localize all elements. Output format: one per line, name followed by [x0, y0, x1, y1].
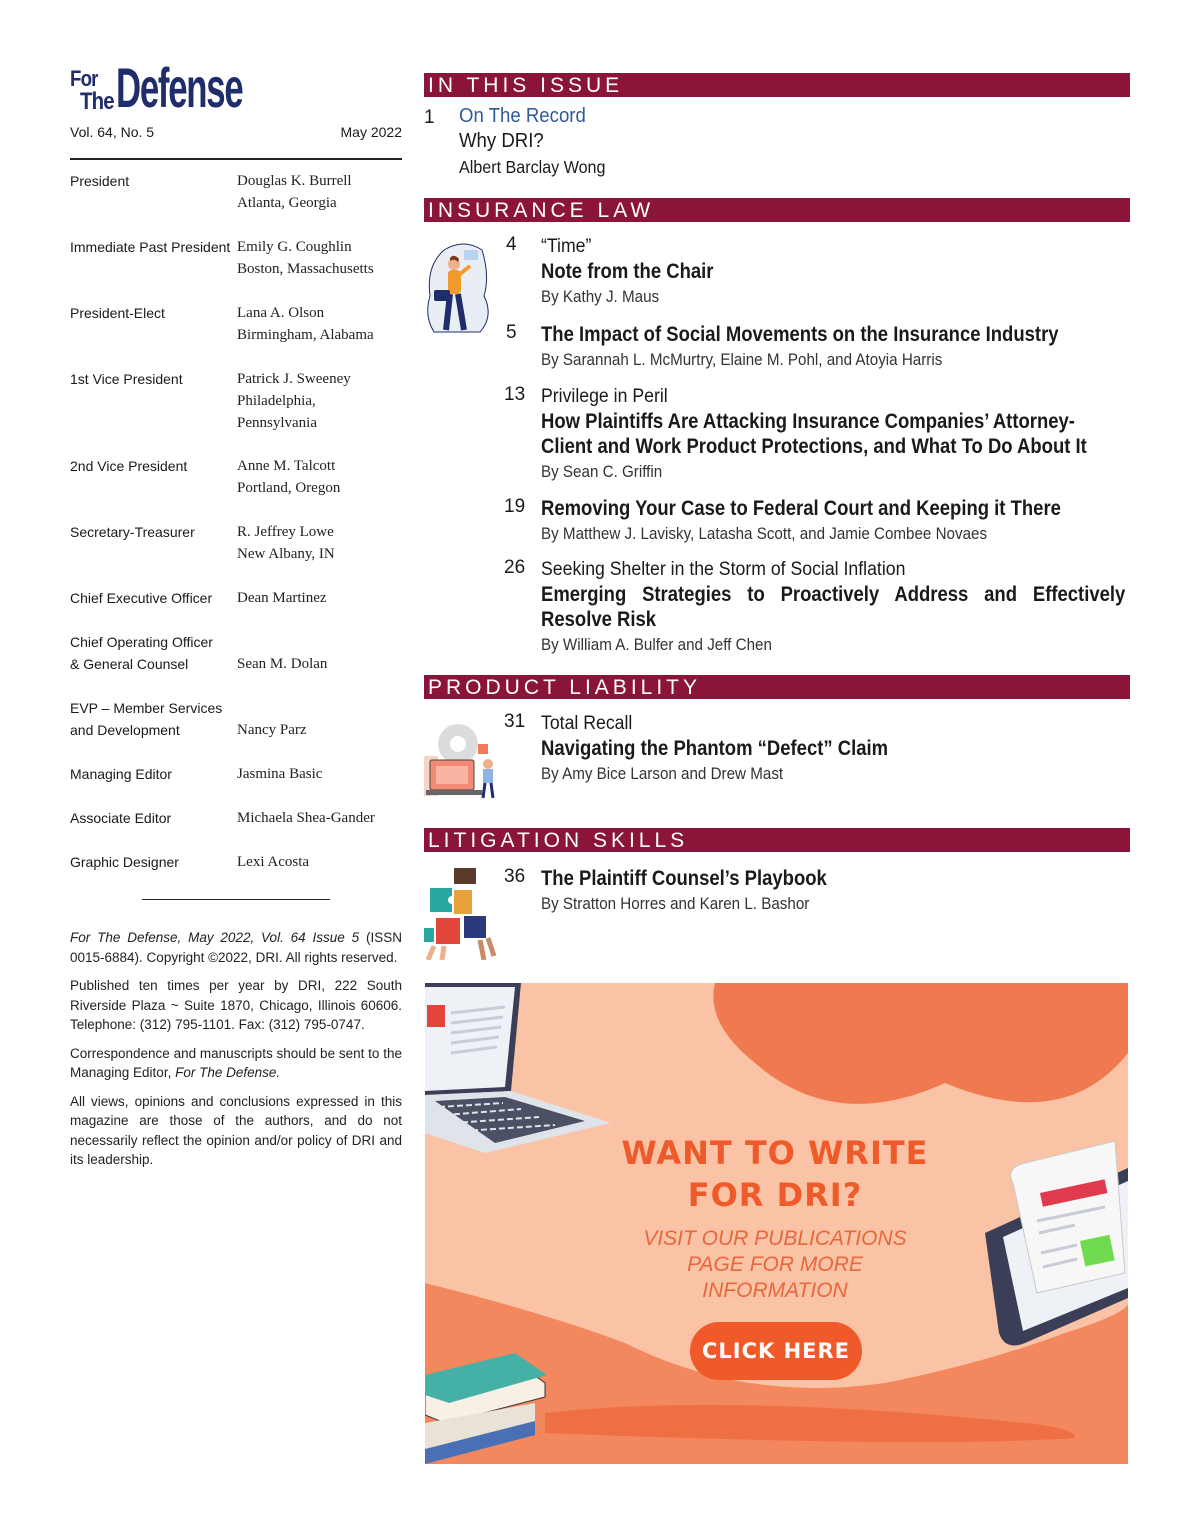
officer-title: Graphic Designer	[70, 854, 179, 870]
entry-byline: By Amy Bice Larson and Drew Mast	[541, 765, 784, 783]
officer-location: Boston, Massachusetts	[237, 261, 374, 277]
officer-title: Immediate Past President	[70, 239, 231, 255]
officer-title: Managing Editor	[70, 766, 172, 782]
section-header-insurance-law: INSURANCE LAW	[424, 198, 1130, 222]
entry-text	[541, 711, 1130, 787]
entry-text	[541, 496, 1130, 547]
entry-headline: Removing Your Case to Federal Court and Keeping it There	[541, 497, 1061, 520]
officer-title: President	[70, 173, 130, 189]
section-header-in-this-issue: IN THIS ISSUE	[424, 73, 1130, 97]
page-number: 36	[504, 866, 526, 887]
entry-text	[459, 104, 1059, 180]
officer-title-line2: & General Counsel	[70, 656, 189, 672]
officer-title: Chief Executive Officer	[70, 590, 213, 606]
officer-row	[70, 697, 402, 763]
officer-name: Lexi Acosta	[237, 854, 310, 870]
officer-row	[70, 587, 402, 631]
officer-name: Michaela Shea-Gander	[237, 810, 375, 826]
ad-subtext-line2: PAGE FOR MORE	[687, 1253, 863, 1276]
entry-text	[541, 322, 1130, 373]
entry-byline: By Kathy J. Maus	[541, 288, 660, 306]
ad-subtext: VISIT OUR PUBLICATIONS	[643, 1227, 907, 1250]
entry-text	[541, 557, 1130, 658]
publisher-paragraph: Published ten times per year by DRI, 222 South Riverside Plaza ~ Suite 1870, Chicago, Illinois 60606. Telephone: (312) 795-1101. Fax: (312) 795-0747.	[70, 978, 402, 1032]
officer-location: Atlanta, Georgia	[237, 195, 337, 211]
volume-row	[70, 124, 402, 140]
volume-number: Vol. 64, No. 5	[70, 124, 155, 140]
officer-row	[70, 170, 402, 236]
laptop-gear-illustration	[424, 722, 498, 802]
entry-kicker: Total Recall	[541, 713, 633, 734]
logo-for: For	[70, 66, 98, 91]
officer-name: R. Jeffrey Lowe	[237, 524, 334, 540]
officer-name: Douglas K. Burrell	[237, 173, 352, 189]
officer-title: 2nd Vice President	[70, 458, 188, 474]
entry-byline: By Sarannah L. McMurtry, Elaine M. Pohl, and Atoyia Harris	[541, 351, 943, 369]
officer-row	[70, 521, 402, 587]
entry-byline: By Matthew J. Lavisky, Latasha Scott, and Jamie Combee Novaes	[541, 525, 988, 543]
officer-name: Dean Martinez	[237, 590, 327, 606]
copyright-paragraph	[70, 928, 402, 967]
masthead	[70, 56, 402, 1179]
disclaimer-paragraph: All views, opinions and conclusions expressed in this magazine are those of the authors, and do not necessarily reflect the opinion and/or policy of DRI and its leadership.	[70, 1093, 402, 1167]
officer-row	[70, 631, 402, 697]
officer-list	[70, 170, 402, 873]
correspondence-paragraph	[70, 1044, 402, 1083]
entry-headline: Emerging Strategies to Proactively Address and Effectively	[541, 583, 1126, 606]
officer-title: Chief Operating Officer	[70, 634, 213, 650]
officer-row	[70, 302, 402, 368]
click-here-button[interactable]: CLICK HERE	[690, 1322, 862, 1380]
page-number: 26	[504, 557, 526, 578]
masthead-divider	[70, 158, 402, 160]
officer-title-block	[70, 697, 237, 763]
entry-byline: By Stratton Horres and Karen L. Bashor	[541, 895, 810, 913]
copyright-text: (ISSN 0015-6884). Copyright ©2022, DRI. All rights reserved.	[70, 930, 402, 965]
publication-name: For The Defense.	[175, 1065, 281, 1080]
correspondence-text: Correspondence and manuscripts should be sent to the Managing Editor,	[70, 1045, 402, 1080]
officer-row	[70, 807, 402, 851]
officer-name: Nancy Parz	[237, 722, 307, 738]
officer-row	[70, 236, 402, 302]
entry-kicker: Privilege in Peril	[541, 386, 668, 407]
officer-title: President-Elect	[70, 305, 165, 321]
kicker-link[interactable]: On The Record	[459, 105, 586, 127]
businessman-illustration	[424, 236, 496, 334]
entry-headline: Navigating the Phantom “Defect” Claim	[541, 737, 889, 760]
officer-title-block	[70, 631, 237, 697]
ad-background-art	[425, 983, 1128, 1464]
page-number: 4	[506, 234, 517, 255]
officer-location: Pennsylvania	[237, 415, 317, 431]
officer-row	[70, 455, 402, 521]
entry-kicker: Seeking Shelter in the Storm of Social Inflation	[541, 559, 906, 580]
officer-row	[70, 763, 402, 807]
entry-title: Why DRI?	[459, 130, 544, 152]
entry-headline: Note from the Chair	[541, 260, 714, 283]
publication-citation: For The Defense, May 2022, Vol. 64 Issue 5	[70, 930, 360, 945]
entry-author: Albert Barclay Wong	[459, 157, 606, 177]
section-header-litigation-skills: LITIGATION SKILLS	[424, 828, 1130, 852]
ad-headline-line2: FOR DRI?	[687, 1176, 863, 1214]
toc-entry[interactable]	[424, 104, 1130, 184]
page-number: 1	[424, 107, 435, 128]
officer-name: Lana A. Olson	[237, 305, 325, 321]
entry-kicker: “Time”	[541, 236, 592, 257]
officer-location: New Albany, IN	[237, 546, 335, 562]
puzzle-hands-illustration	[424, 868, 496, 960]
write-for-dri-ad[interactable]	[425, 983, 1128, 1464]
officer-row	[70, 851, 402, 873]
entry-headline-line2: Client and Work Product Protections, and What To Do About It	[541, 435, 1087, 458]
officer-location: Philadelphia,	[237, 393, 316, 409]
logo-the: The	[80, 88, 114, 115]
officer-title: 1st Vice President	[70, 371, 183, 387]
officer-name: Anne M. Talcott	[237, 458, 336, 474]
officer-location: Portland, Oregon	[237, 480, 341, 496]
entry-byline: By William A. Bulfer and Jeff Chen	[541, 636, 772, 654]
entry-headline: How Plaintiffs Are Attacking Insurance Companies’ Attorney-	[541, 410, 1075, 433]
officer-name: Patrick J. Sweeney	[237, 371, 351, 387]
officer-name: Emily G. Coughlin	[237, 239, 352, 255]
entry-text	[541, 384, 1130, 485]
officer-name: Jasmina Basic	[237, 766, 323, 782]
entry-headline: The Impact of Social Movements on the Insurance Industry	[541, 323, 1059, 346]
entry-text	[541, 866, 1130, 917]
officer-title: Associate Editor	[70, 810, 172, 826]
officer-row	[70, 368, 402, 455]
officer-title: Secretary-Treasurer	[70, 524, 195, 540]
page-number: 5	[506, 322, 517, 343]
for-the-defense-logo	[70, 56, 402, 119]
colophon	[70, 928, 402, 1170]
officer-location: Birmingham, Alabama	[237, 327, 374, 343]
ad-subtext-line3: INFORMATION	[702, 1279, 848, 1302]
section-header-product-liability: PRODUCT LIABILITY	[424, 675, 1130, 699]
officer-title: EVP – Member Services	[70, 700, 223, 716]
officer-title-line2: and Development	[70, 722, 180, 738]
colophon-divider	[142, 899, 330, 900]
officer-name: Sean M. Dolan	[237, 656, 328, 672]
issue-date: May 2022	[340, 124, 402, 140]
ad-headline: WANT TO WRITE	[621, 1134, 929, 1172]
entry-headline-line2: Resolve Risk	[541, 608, 657, 631]
entry-text	[541, 234, 1130, 310]
logo-defense: Defense	[116, 56, 243, 119]
entry-headline: The Plaintiff Counsel’s Playbook	[541, 867, 827, 890]
entry-byline: By Sean C. Griffin	[541, 463, 663, 481]
page-number: 13	[504, 384, 526, 405]
page-number: 31	[504, 711, 526, 732]
page-number: 19	[504, 496, 526, 517]
